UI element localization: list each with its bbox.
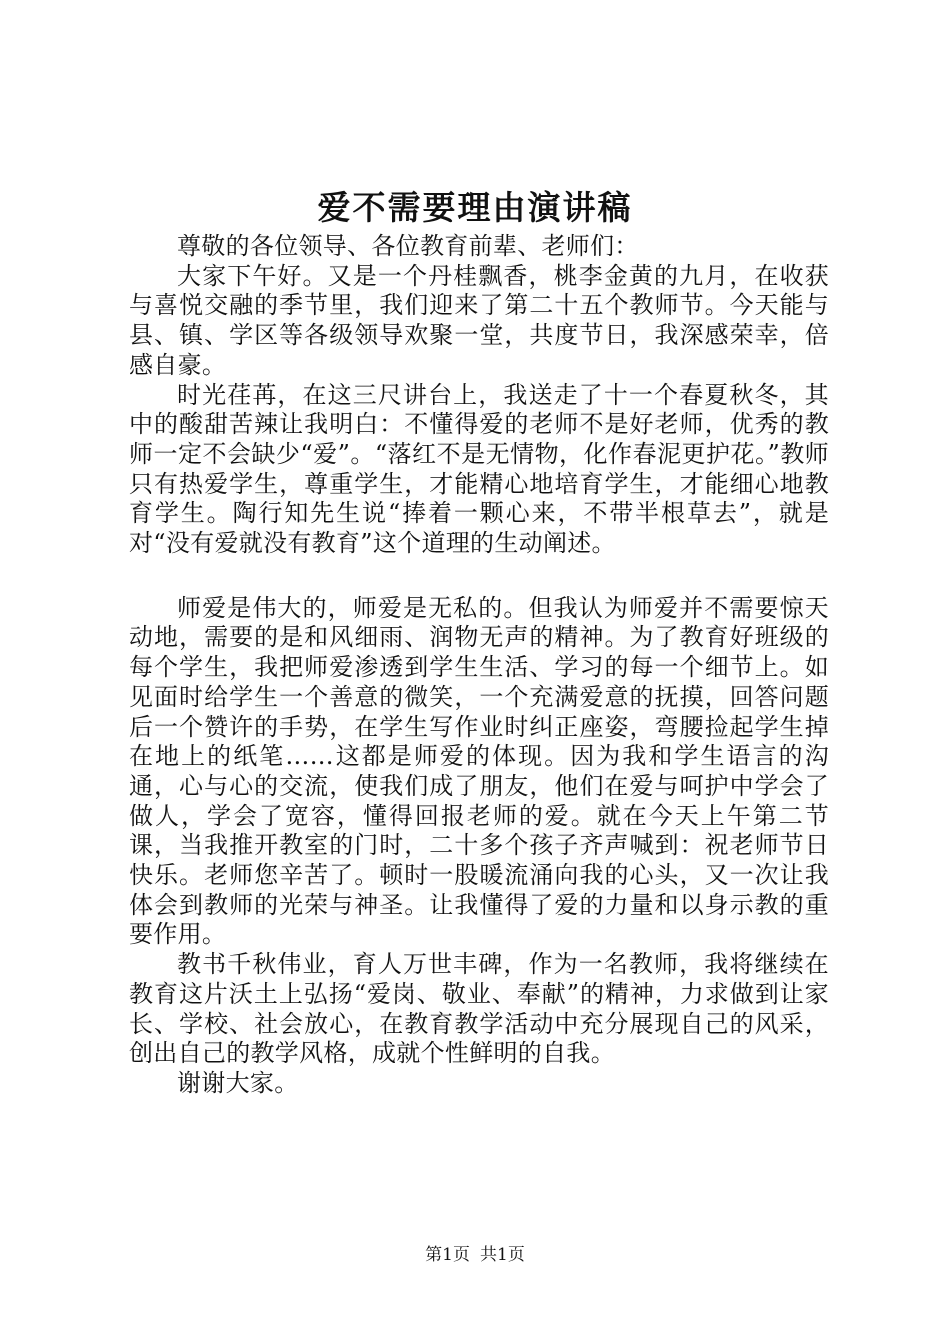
salutation: 尊敬的各位领导、各位教育前辈、老师们：: [177, 232, 639, 260]
document-body: [129, 232, 829, 1099]
page-number-total: 共1页: [480, 1245, 525, 1265]
paragraph-thanks: 谢谢大家。: [177, 1068, 299, 1097]
paragraph-greeting: 大家下午好。又是一个丹桂飘香，桃李金黄的九月，在收获与喜悦交融的季节里，我们迎来了第二十五个教师节。今天能与县、镇、学区等各级领导欢聚一堂，共度节日，我深感荣幸，倍感自豪。: [129, 261, 829, 379]
paragraph-commitment: 教书千秋伟业，育人万世丰碑，作为一名教师，我将继续在教育这片沃土上弘扬“爱岗、敬业、奉献”的精神，力求做到让家长、学校、社会放心，在教育教学活动中充分展现自己的风采，创出自己的教学风格，成就个性鲜明的自我。: [129, 950, 829, 1068]
paragraph-teacher-love: 师爱是伟大的，师爱是无私的。但我认为师爱并不需要惊天动地，需要的是和风细雨、润物无声的精神。为了教育好班级的每个学生，我把师爱渗透到学生生活、学习的每一个细节上。如见面时给学生一个善意的微笑，一个充满爱意的抚摸，回答问题后一个赞许的手势，在学生写作业时纠正座姿，弯腰捡起学生掉在地上的纸笔……这都是师爱的体现。因为我和学生语言的沟通，心与心的交流，使我们成了朋友，他们在爱与呵护中学会了做人，学会了宽容，懂得回报老师的爱。就在今天上午第二节课，当我推开教室的门时，二十多个孩子齐声喊到：祝老师节日快乐。老师您辛苦了。顿时一股暖流涌向我的心头，又一次让我体会到教师的光荣与神圣。让我懂得了爱的力量和以身示教的重要作用。: [129, 593, 829, 949]
document-title: 爱不需要理由演讲稿: [317, 188, 633, 227]
page-footer: [0, 1244, 950, 1266]
paragraph-time-flies: 时光荏苒，在这三尺讲台上，我送走了十一个春夏秋冬，其中的酸甜苦辣让我明白：不懂得爱的老师不是好老师，优秀的教师一定不会缺少“爱”。“落红不是无情物，化作春泥更护花。”教师只有热爱学生，尊重学生，才能精心地培育学生，才能细心地教育学生。陶行知先生说“捧着一颗心来，不带半根草去”，就是对“没有爱就没有教育”这个道理的生动阐述。: [129, 380, 829, 558]
page-number-current: 第1页: [425, 1245, 470, 1265]
